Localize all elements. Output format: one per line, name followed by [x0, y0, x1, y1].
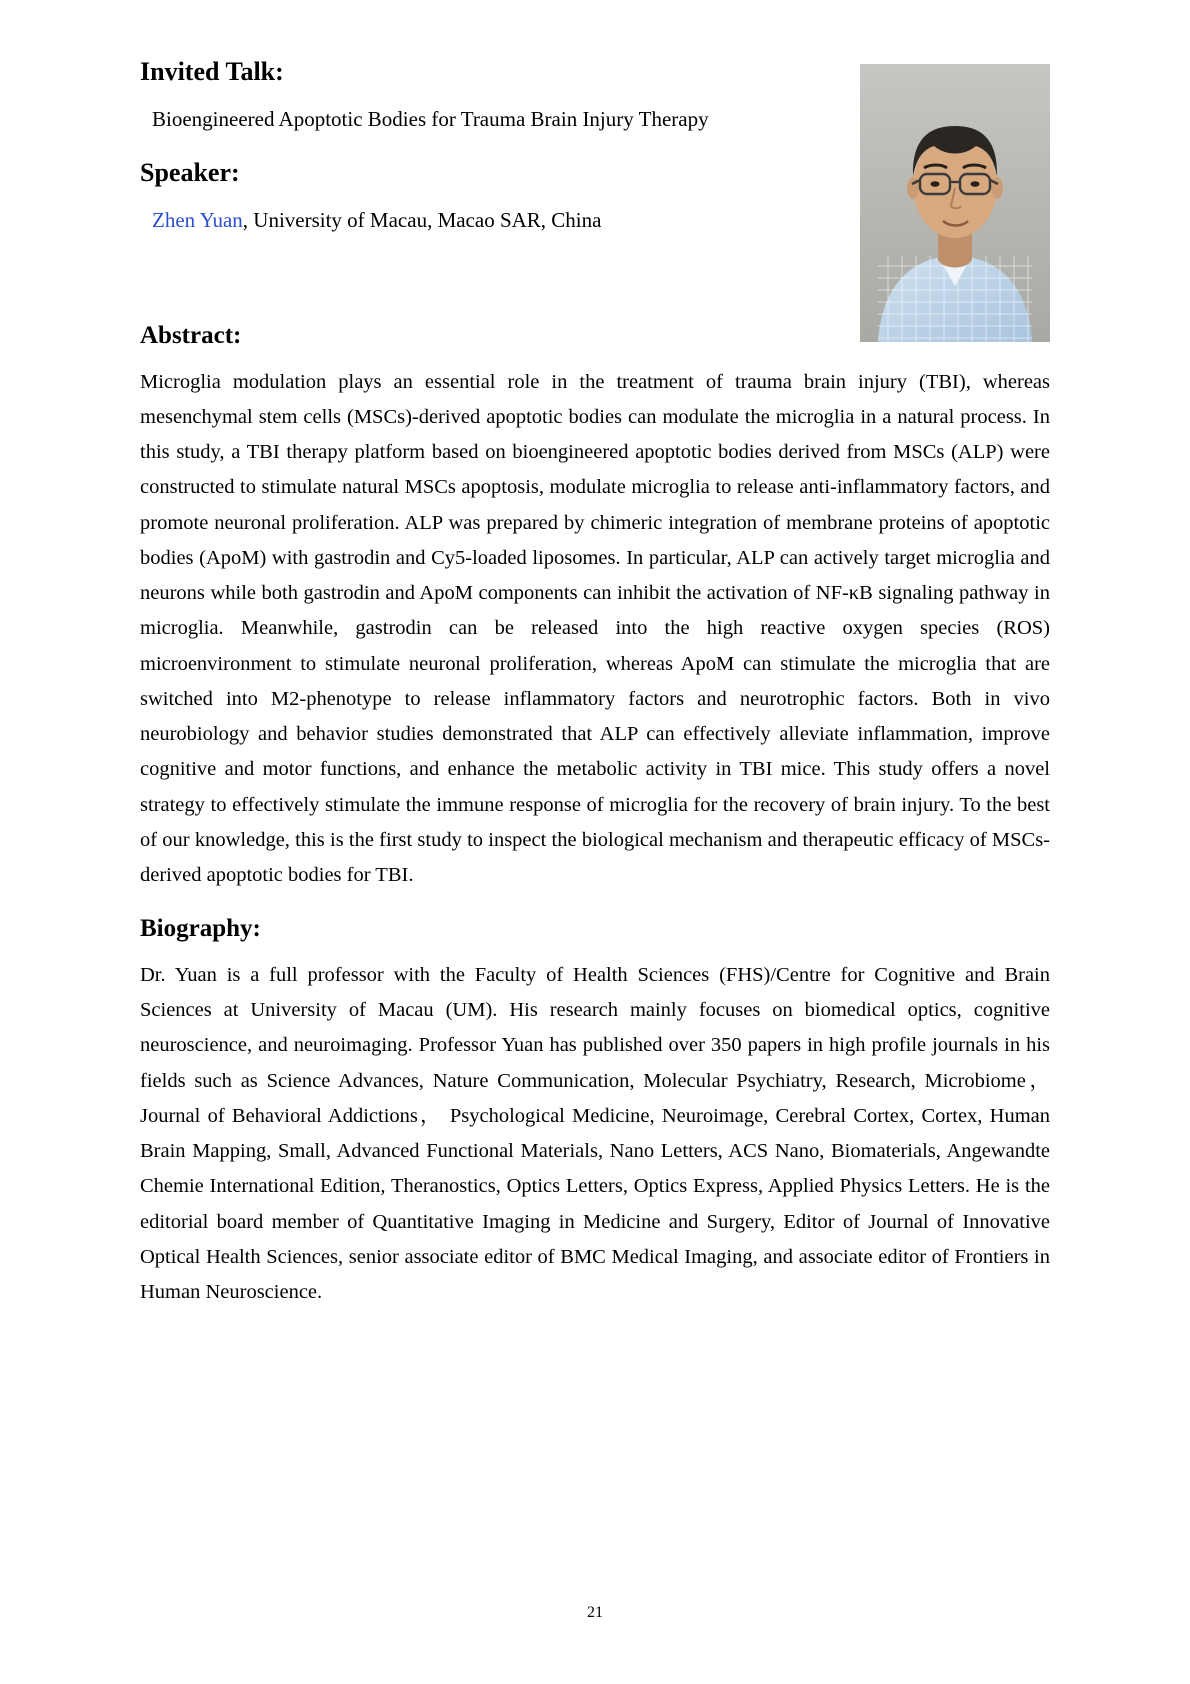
biography-section [140, 913, 1050, 1310]
abstract-section [140, 320, 1050, 893]
biography-text: Dr. Yuan is a full professor with the Faculty of Health Sciences (FHS)/Centre for Cognitive and Brain Sciences at University of Macau (UM). His research mainly focuses on biomedical optics, cognitive neuroscience, and neuroimaging. Professor Yuan has published over 350 papers in high profile journals in his fields such as Science Advances, Nature Communication, Molecular Psychiatry, Research, Microbiome， Journal of Behavioral Addictions， Psychological Medicine, Neuroimage, Cerebral Cortex, Cortex, Human Brain Mapping, Small, Advanced Functional Materials, Nano Letters, ACS Nano, Biomaterials, Angewandte Chemie International Edition, Theranostics, Optics Letters, Optics Express, Applied Physics Letters. He is the editorial board member of Quantitative Imaging in Medicine and Surgery, Editor of Journal of Innovative Optical Health Sciences, senior associate editor of BMC Medical Imaging, and associate editor of Frontiers in Human Neuroscience. [140, 963, 1050, 1304]
talk-title: Bioengineered Apoptotic Bodies for Trauma Brain Injury Therapy [152, 106, 709, 131]
biography-heading: Biography: [140, 915, 261, 943]
page-number: 21 [587, 1604, 603, 1621]
speaker-portrait-photo [860, 64, 1050, 342]
speaker-affiliation: , University of Macau, Macao SAR, China [242, 207, 602, 232]
invited-talk-heading: Invited Talk: [140, 57, 284, 86]
abstract-heading: Abstract: [140, 322, 242, 350]
speaker-heading: Speaker: [140, 158, 240, 188]
page-content [140, 56, 1050, 1310]
speaker-name-link[interactable]: Zhen Yuan [152, 207, 243, 232]
portrait-image [860, 64, 1050, 342]
abstract-text: Microglia modulation plays an essential role in the treatment of trauma brain injury (TBI), whereas mesenchymal stem cells (MSCs)-derived apoptotic bodies can modulate the microglia in a natural process. In this study, a TBI therapy platform based on bioengineered apoptotic bodies derived from MSCs (ALP) were constructed to stimulate natural MSCs apoptosis, modulate microglia to release anti-inflammatory factors, and promote neuronal proliferation. ALP was prepared by chimeric integration of membrane proteins of apoptotic bodies (ApoM) with gastrodin and Cy5-loaded liposomes. In particular, ALP can actively target microglia and neurons while both gastrodin and ApoM components can inhibit the activation of NF-κB signaling pathway in microglia. Meanwhile, gastrodin can be released into the high reactive oxygen species (ROS) microenvironment to stimulate neuronal proliferation, whereas ApoM can stimulate the microglia that are switched into M2-phenotype to release inflammatory factors and neurotrophic factors. Both in vivo neurobiology and behavior studies demonstrated that ALP can effectively alleviate inflammation, improve cognitive and motor functions, and enhance the metabolic activity in TBI mice. This study offers a novel strategy to effectively stimulate the immune response of microglia for the recovery of brain injury. To the best of our knowledge, this is the first study to inspect the biological mechanism and therapeutic efficacy of MSCs-derived apoptotic bodies for TBI. [140, 370, 1050, 887]
